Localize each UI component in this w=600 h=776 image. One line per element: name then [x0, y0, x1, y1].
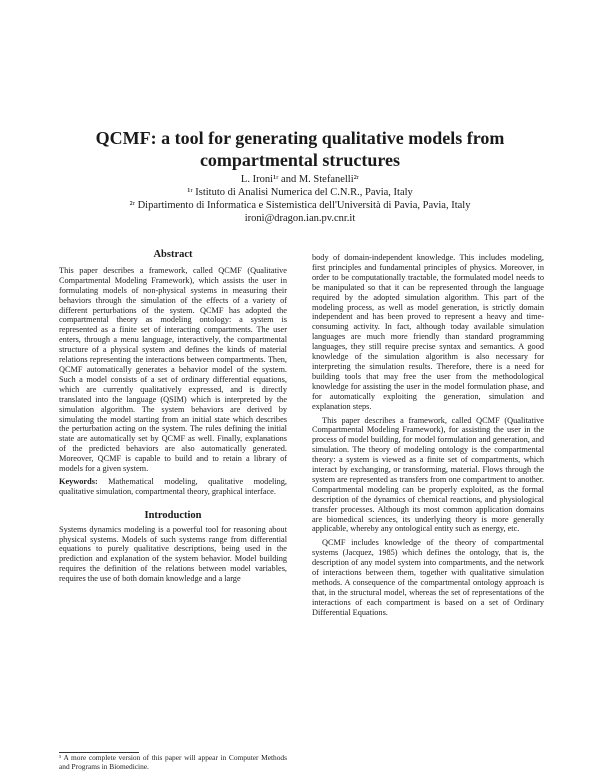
- right-paragraph-2: This paper describes a framework, called QCMF (Qualitative Compartmental Modeling Framework), for assisting the user in the process of model building, for model formulation and generation, and simulation. The theory of modeling ontology is the compartmental theory: a system is viewed as a finite set of compartments, which interact by exchanging, or transforming, material. Flows through the system are represented as transfers from one compartment to another. Compartmental modeling can be properly exploited, as the formal description of the dynamics of chemical reactions, and physiological transfer processes. Although its most common application domains are biomedical sciences, its underlying theory is more generally applicable, whereby any ontological entity such as energy, etc.: [312, 415, 544, 534]
- title-line-1: QCMF: a tool for generating qualitative models from: [95, 128, 505, 148]
- paper-title: [40, 127, 560, 171]
- right-paragraph-3: QCMF includes knowledge of the theory of compartmental systems (Jacquez, 1985) which defines the ontology, that is, the description of any model system into compartments, and the network of interactions between them, together with qualitative simulation methods. A consequence of the compartmental ontology approach is that, in the structural model, whereas the set of representations of the interactions of each compartment is based on a set of Ordinary Differential Equations.: [312, 538, 544, 617]
- footnote: ¹ A more complete version of this paper will appear in Computer Methods and Programs in Biomedicine.: [59, 753, 287, 771]
- title-line-2: compartmental structures: [199, 150, 401, 170]
- introduction-text: Systems dynamics modeling is a powerful tool for reasoning about physical systems. Models of such systems range from differential equations to purely qualitative descriptions, being used in the prediction and explanation of the system behavior. Model building requires the definition of the relations between model variables, requires the use of both domain knowledge and a large: [59, 524, 287, 584]
- author-email: ironi@dragon.ian.pv.cnr.it: [244, 213, 356, 224]
- author-names: L. Ironi¹ʳ and M. Stefanelli²ʳ: [240, 174, 360, 185]
- keywords-text: Mathematical modeling, qualitative modeling, qualitative simulation, compartmental theory, graphical interface.: [59, 476, 287, 496]
- right-paragraph-1: body of domain-independent knowledge. This includes modeling, first principles and fundamental principles of physics. Moreover, in order to be computationally tractable, the formulated model needs to be manipulated so that it can be represented through the language required by the adopted simulation algorithm. This part of the modeling process, as well as model generation, is strictly domain independent and has been proved to represent a heavy and time-consuming activity. In fact, although today available simulation languages are much more friendly than standard programming languages, they still require precise syntax and semantics. A good knowledge of the simulation algorithm is also necessary for interpreting the simulation results. Therefore, there is a need for building tools that may free the user from the methodological knowledge for assisting the user in the model formulation phase, and for automatically exploiting the generation, simulation and explanation steps.: [312, 253, 544, 411]
- left-column: [59, 250, 287, 584]
- keywords: [59, 477, 287, 497]
- affiliation-1: ¹ʳ Istituto di Analisi Numerica del C.N.R., Pavia, Italy: [187, 187, 413, 198]
- introduction-heading: Introduction: [144, 509, 202, 521]
- abstract-text: This paper describes a framework, called QCMF (Qualitative Compartmental Modeling Framework), which assists the user in formulating models of non-physical systems in measuring their behaviors through the simulation of the effects of a variety of different perturbations of the system. QCMF has adopted the compartmental theory as modeling ontology: a system is represented as a finite set of interacting compartments. The user enters, through a menu language, interactively, the compartmental structure of a physical system and defines the kinds of material relations representing the interactions between compartments. Then, QCMF automatically generates a behavior model of the system. Such a model consists of a set of ordinary differential equations, which are currently qualitatively expressed, and is directly translated into the language (QSIM) which is interpreted by the simulation algorithm. The system behaviors are derived by simulating the model starting from an initial state which describes the perturbation acting on the system. The rules defining the initial state are automatically set by QCMF as well. Finally, explanations of the predicted behaviors are also automatically generated. Moreover, QCMF is capable to build and to retain a library of models for a given system.: [59, 265, 287, 474]
- author-block: [40, 173, 560, 225]
- affiliation-2: ²ʳ Dipartimento di Informatica e Sistemistica dell'Università di Pavia, Pavia, Italy: [129, 200, 471, 211]
- right-column: [312, 253, 544, 618]
- abstract-heading: Abstract: [153, 249, 193, 260]
- keywords-label: Keywords:: [59, 476, 98, 486]
